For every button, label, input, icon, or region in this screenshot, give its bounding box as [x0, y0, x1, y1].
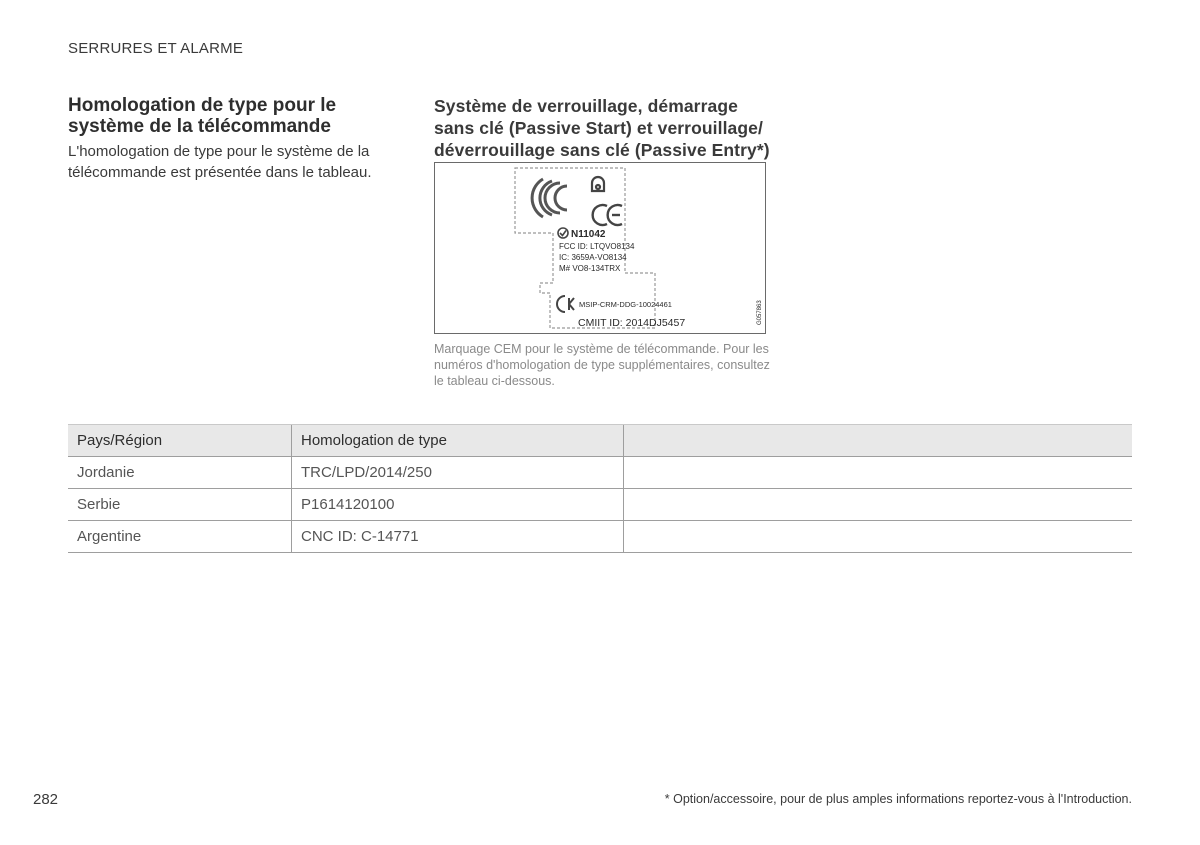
cell-homologation: CNC ID: C-14771 — [292, 521, 624, 553]
cell-country: Jordanie — [68, 457, 292, 489]
table-header-row — [68, 425, 1132, 457]
table-row — [68, 489, 1132, 521]
remote-label-illustration — [435, 163, 765, 333]
cell-homologation: P1614120100 — [292, 489, 624, 521]
header-empty — [624, 425, 1133, 457]
label-line-3: IC: 3659A-VO8134 — [559, 253, 627, 262]
label-figure — [434, 162, 766, 334]
header-country: Pays/Région — [68, 425, 292, 457]
cmiit-label: CMIIT ID: 2014DJ5457 — [578, 317, 686, 329]
cell-country: Serbie — [68, 489, 292, 521]
figure-reference: G057863 — [757, 300, 763, 325]
running-head: SERRURES ET ALARME — [68, 40, 244, 57]
page-number: 282 — [33, 791, 59, 808]
label-line-1: N11042 — [571, 229, 606, 240]
ce-mark-icon — [593, 205, 622, 225]
label-line-2: FCC ID: LTQVO8134 — [559, 242, 635, 251]
table-row — [68, 457, 1132, 489]
c-tick-logo-icon — [532, 179, 567, 217]
figure-heading: Système de verrouillage, démarrage sans clé (Passive Start) et verrouillage/ déverrouillage sans clé (Passive Entry*) — [434, 96, 770, 160]
cell-empty — [624, 457, 1133, 489]
cell-homologation: TRC/LPD/2014/250 — [292, 457, 624, 489]
cell-country: Argentine — [68, 521, 292, 553]
msip-label: MSIP-CRM-DDG-10024461 — [579, 300, 672, 309]
homologation-table — [68, 424, 1132, 553]
check-icon — [558, 228, 568, 238]
label-line-4: M# VO8-134TRX — [559, 264, 621, 273]
figure-caption: Marquage CEM pour le système de télécommande. Pour les numéros d'homologation de type supplémentaires, consultez le tableau ci-dessous. — [434, 342, 770, 388]
mark-icon — [592, 177, 604, 191]
section-title: Homologation de type pour le système de la télécommande — [68, 95, 337, 137]
cell-empty — [624, 521, 1133, 553]
kc-mark-icon — [557, 296, 574, 312]
table-row — [68, 521, 1132, 553]
section-body: L'homologation de type pour le système de la télécommande est présentée dans le tableau. — [68, 143, 372, 181]
cell-empty — [624, 489, 1133, 521]
footnote: * Option/accessoire, pour de plus amples informations reportez-vous à l'Introduction. — [664, 792, 1132, 806]
header-homologation: Homologation de type — [292, 425, 624, 457]
